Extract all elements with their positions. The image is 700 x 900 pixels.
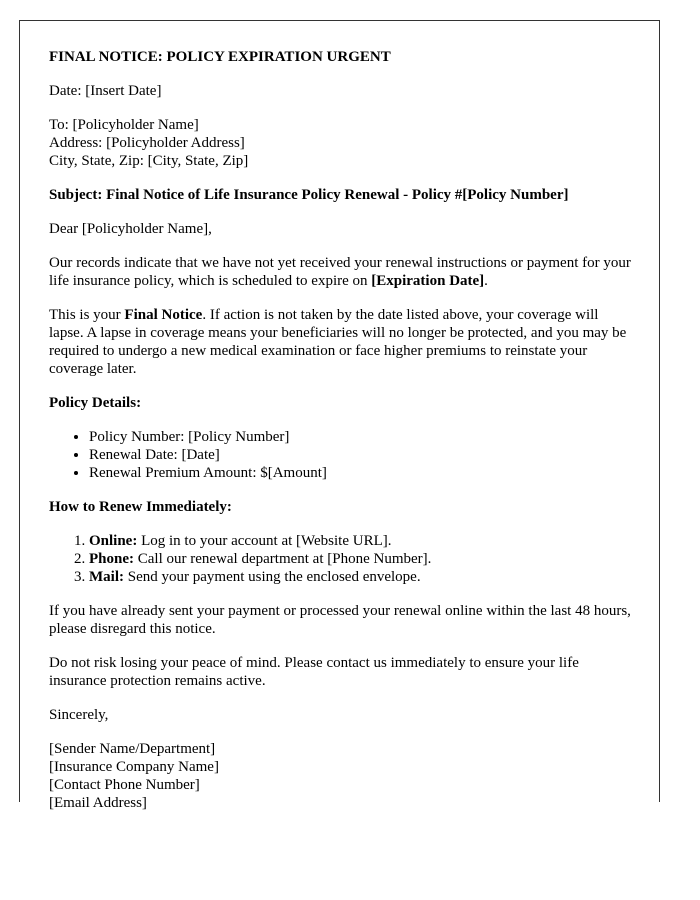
- list-item: • Renewal Date: [Date]: [89, 446, 634, 464]
- letter-page: [19, 20, 660, 811]
- date-line: Date: [Insert Date]: [49, 83, 162, 99]
- list-item: [89, 550, 634, 568]
- recipient-city: City, State, Zip: [City, State, Zip]: [49, 153, 249, 169]
- renew-method-label: Phone:: [89, 551, 134, 567]
- paragraph-records-end: .: [484, 273, 488, 289]
- signature-company: [Insurance Company Name]: [49, 759, 219, 775]
- salutation: Dear [Policyholder Name],: [49, 221, 212, 237]
- policy-details-list: [49, 428, 634, 482]
- list-item: [89, 568, 634, 586]
- recipient-address: Address: [Policyholder Address]: [49, 135, 245, 151]
- letter-content: [49, 48, 634, 828]
- renew-method-text: Call our renewal department at [Phone Number].: [134, 551, 432, 567]
- closing: Sincerely,: [49, 707, 109, 723]
- renew-method-label: Mail:: [89, 569, 124, 585]
- list-item: • Renewal Premium Amount: $[Amount]: [89, 464, 634, 482]
- paragraph-records: [49, 254, 634, 290]
- paragraph-final-notice: [49, 306, 634, 378]
- recipient-name: To: [Policyholder Name]: [49, 117, 199, 133]
- expiration-date: [Expiration Date]: [371, 273, 485, 289]
- letter-title: FINAL NOTICE: POLICY EXPIRATION URGENT: [49, 49, 391, 65]
- recipient-block: [49, 116, 634, 170]
- list-item: • Policy Number: [Policy Number]: [89, 428, 634, 446]
- renew-method-label: Online:: [89, 533, 138, 549]
- renew-steps-list: [49, 532, 634, 586]
- renew-heading: How to Renew Immediately:: [49, 499, 232, 515]
- paragraph-final-start: This is your: [49, 307, 125, 323]
- signature-block: [49, 740, 634, 812]
- final-notice-emphasis: Final Notice: [124, 307, 203, 323]
- paragraph-final-text: . If action is not taken by the date listed above, your coverage will lapse. A lapse in coverage means your beneficiaries will no longer be protected, and you may be required to undergo a new medical examination or face higher premiums to reinstate your coverage later.: [49, 307, 627, 377]
- signature-phone: [Contact Phone Number]: [49, 777, 200, 793]
- paragraph-records-text: Our records indicate that we have not yet received your renewal instructions or payment for your life insurance policy, which is scheduled to expire on: [49, 255, 631, 289]
- policy-details-heading: Policy Details:: [49, 395, 142, 411]
- renew-method-text: Send your payment using the enclosed envelope.: [124, 569, 421, 585]
- list-item: [89, 532, 634, 550]
- renew-method-text: Log in to your account at [Website URL].: [137, 533, 392, 549]
- signature-email: [Email Address]: [49, 795, 147, 811]
- subject-line: Subject: Final Notice of Life Insurance Policy Renewal - Policy #[Policy Number]: [49, 187, 569, 203]
- paragraph-contact: Do not risk losing your peace of mind. Please contact us immediately to ensure your life insurance protection remains active.: [49, 655, 579, 689]
- paragraph-disregard: If you have already sent your payment or processed your renewal online within the last 48 hours, please disregard this notice.: [49, 603, 631, 637]
- signature-sender: [Sender Name/Department]: [49, 741, 216, 757]
